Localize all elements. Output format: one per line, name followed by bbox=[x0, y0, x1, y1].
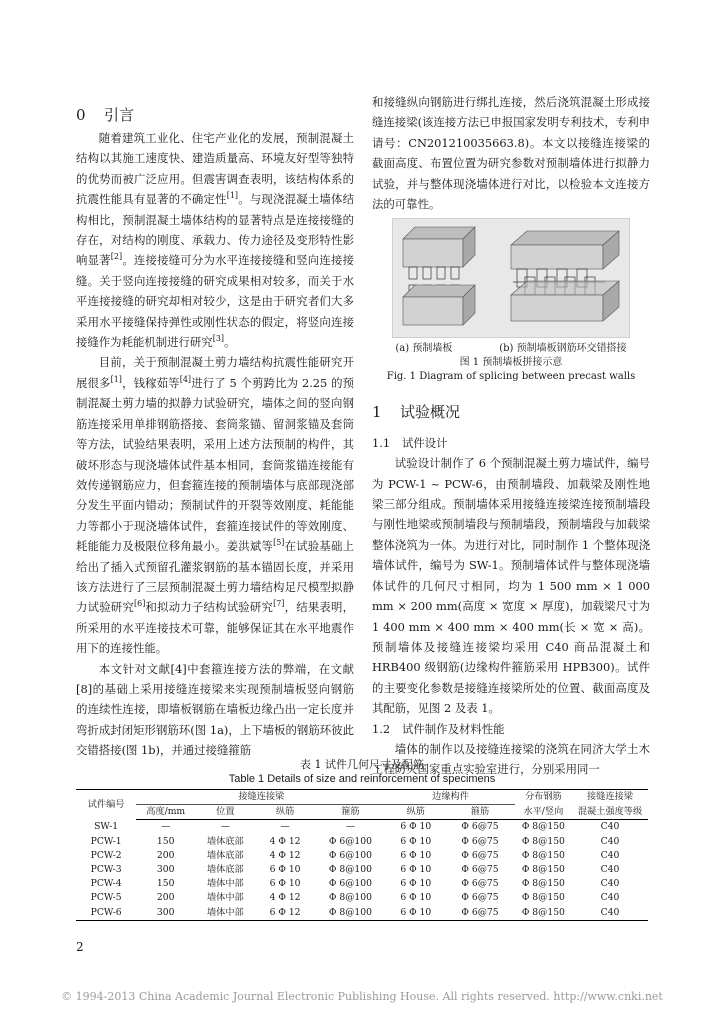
header-joint-beam-grade: 接缝连接梁 bbox=[572, 790, 648, 805]
table-cell: Φ 6@75 bbox=[461, 835, 499, 847]
subsection-title: 试件制作及材料性能 bbox=[402, 721, 505, 736]
citation: [2] bbox=[110, 252, 123, 262]
citation: [6] bbox=[133, 599, 146, 609]
header-distributed-rebar: 分布钢筋 bbox=[515, 790, 572, 805]
table-cell: Φ 6@75 bbox=[461, 821, 499, 833]
table-cell: — bbox=[161, 821, 171, 833]
table-cell: 6 Φ 10 bbox=[400, 849, 432, 861]
table-cell: 墙体底部 bbox=[206, 849, 244, 861]
table-cell: Φ 6@75 bbox=[461, 849, 499, 861]
table-cell: 墙体中部 bbox=[206, 892, 244, 904]
table-cell: C40 bbox=[600, 864, 620, 876]
table-row bbox=[76, 891, 648, 905]
citation: [7] bbox=[273, 599, 285, 609]
figure-1-caption: 图 1 预制墙板拼接示意 bbox=[459, 357, 563, 369]
table-cell: C40 bbox=[600, 821, 620, 833]
table-cell: Φ 6@100 bbox=[328, 835, 372, 847]
table-cell: Φ 8@100 bbox=[315, 906, 387, 921]
table-cell: Φ 8@150 bbox=[521, 864, 565, 876]
table-cell: 6 Φ 12 bbox=[256, 906, 315, 921]
table-row bbox=[76, 906, 648, 921]
subsection-heading-specimen-design bbox=[372, 433, 650, 453]
table-cell: 6 Φ 10 bbox=[400, 835, 432, 847]
table-cell: 4 Φ 12 bbox=[269, 835, 301, 847]
table-cell: 300 bbox=[136, 906, 195, 921]
header-edge-member: 边缘构件 bbox=[386, 790, 514, 805]
left-column bbox=[76, 128, 354, 761]
header-specimen-id: 试件编号 bbox=[76, 790, 136, 820]
table-cell: C40 bbox=[600, 892, 620, 904]
page-number: 2 bbox=[76, 940, 84, 954]
section-heading-test-overview bbox=[372, 402, 650, 422]
table-cell: 200 bbox=[156, 892, 175, 904]
subcaption-b: (b) 预制墙板钢筋环交错搭接 bbox=[499, 343, 627, 355]
table-cell: 墙体底部 bbox=[206, 835, 244, 847]
figure-1-caption-english: Fig. 1 Diagram of splicing between precast walls bbox=[386, 371, 636, 383]
table-cell: C40 bbox=[600, 878, 620, 890]
table-cell: Φ 8@100 bbox=[328, 892, 372, 904]
table-cell: PCW-3 bbox=[90, 864, 122, 876]
table-cell: Φ 6@75 bbox=[461, 878, 499, 890]
header-position: 位置 bbox=[195, 805, 256, 820]
table-row bbox=[76, 835, 648, 849]
citation: [1] bbox=[226, 191, 239, 201]
table-header-row-2 bbox=[76, 805, 648, 820]
panel-a-precast-walls bbox=[403, 227, 475, 325]
table-cell: 6 Φ 10 bbox=[400, 821, 432, 833]
subsection-title: 试件设计 bbox=[402, 435, 448, 450]
table-row bbox=[76, 877, 648, 891]
table-cell: 6 Φ 10 bbox=[386, 906, 445, 921]
table-cell: PCW-5 bbox=[90, 892, 122, 904]
section-number: 1 bbox=[372, 403, 382, 422]
table-cell: PCW-2 bbox=[90, 849, 122, 861]
figure-1-image bbox=[392, 218, 630, 338]
table-cell: 4 Φ 12 bbox=[269, 849, 301, 861]
table-cell: C40 bbox=[600, 849, 620, 861]
section-heading-introduction bbox=[76, 104, 134, 125]
table-cell: Φ 8@150 bbox=[521, 821, 565, 833]
header-horizontal-vertical: 水平/竖向 bbox=[515, 805, 572, 820]
table-cell: 6 Φ 10 bbox=[400, 892, 432, 904]
specimen-design-paragraph: 试验设计制作了 6 个预制混凝土剪力墙试件，编号为 PCW-1 ~ PCW-6，由预制墙段、加载梁及刚性地梁三部分组成。预制墙体采用接缝连接梁连接预制墙段与刚性地梁或预制墙段与预制墙段，预制墙段与加载梁整体浇筑为一体。为进行对比，同时制作 1 个整体现浇墙体试件，编号为 SW-1。预制墙体试件与整体现浇墙体试件的几何尺寸相同，均为 1 500 mm × 1 000 mm × 200 mm(高度 × 宽度 × 厚度)，加载梁尺寸为 1 400 mm × 400 mm × 400 mm(长 × 宽 × 高)。预制墙体及接缝连接梁均采用 C40 商品混凝土和 HRB400 级钢筋(边缘构件箍筋采用 HPB300)。试件的主要变化参数是接缝连接梁所处的位置、截面高度及其配筋，见图 2 及表 1。 bbox=[372, 456, 650, 716]
specimen-table bbox=[76, 789, 648, 921]
header-height: 高度/mm bbox=[136, 805, 195, 820]
fabrication-paragraph: 墙体的制作以及接缝连接梁的浇筑在同济大学土木工程防灾国家重点实验室进行，分别采用同一 bbox=[372, 741, 650, 777]
subcaption-a: (a) 预制墙板 bbox=[395, 343, 453, 355]
citation: [5] bbox=[273, 538, 285, 548]
header-stirrup: 箍筋 bbox=[315, 805, 387, 820]
table-cell: SW-1 bbox=[94, 821, 119, 833]
table-header-row-1 bbox=[76, 790, 648, 805]
table-cell: 6 Φ 10 bbox=[400, 878, 432, 890]
header-concrete-grade: 混凝土强度等级 bbox=[572, 805, 648, 820]
table-cell: Φ 8@150 bbox=[521, 849, 565, 861]
table-1-caption-english: Table 1 Details of size and reinforcement of specimens bbox=[228, 773, 496, 785]
header-longitudinal: 纵筋 bbox=[256, 805, 315, 820]
copyright-footer: © 1994-2013 China Academic Journal Electronic Publishing House. All rights reserved. http://www.cnki.net bbox=[61, 990, 663, 1003]
table-cell: Φ 8@150 bbox=[515, 906, 572, 921]
table-cell: Φ 8@150 bbox=[521, 892, 565, 904]
table-cell: Φ 8@100 bbox=[328, 864, 372, 876]
citation: [3] bbox=[212, 334, 225, 344]
table-cell: 墙体中部 bbox=[206, 878, 244, 890]
table-cell: Φ 6@100 bbox=[328, 849, 372, 861]
subsection-number: 1.2 bbox=[372, 721, 391, 736]
subsection-number: 1.1 bbox=[372, 435, 391, 450]
intro-paragraph-3: 本文针对文献[4]中套箍连接方法的弊端，在文献[8]的基础上采用接缝连接梁来实现预制墙板竖向钢筋的连续性连接，即墙板钢筋在墙板边缘凸出一定长度并弯折成封闭矩形钢筋环(图 1a)，上下墙板的钢筋环彼此交错搭接(图 1b)，并通过接缝箍筋 bbox=[76, 661, 354, 758]
table-cell: Φ 6@75 bbox=[461, 864, 499, 876]
table-cell: 4 Φ 12 bbox=[269, 892, 301, 904]
table-cell: 6 Φ 10 bbox=[269, 864, 301, 876]
intro-paragraph-2: 目前，关于预制混凝土剪力墙结构抗震性能研究开展很多[1]，钱稼茹等[4]进行了 5 个剪跨比为 2.25 的预制混凝土剪力墙的拟静力试验研究，墙体之间的竖向钢筋连接采用单排钢筋搭接、套筒浆锚、留洞浆锚及套筒等方法，试验结果表明，采用上述方法预制的构件，其破坏形态与现浇墙体试件基本相同，套筒浆锚连接能有效传递钢筋应力，但套箍连接的预制墙体与底部现浇部分发生平面内错动；预制试件的开裂等效刚度、耗能能力等都小于现浇墙体试件，套箍连接试件的等效刚度、耗能能力及极限位移角最小。姜洪斌等[5]在试验基础上给出了插入式预留孔灌浆钢筋的基本锚固长度，并采用该方法进行了三层预制混凝土剪力墙结构足尺模型拟静力试验研究[6]和拟动力子结构试验研究[7]，结果表明，所采用的水平连接技术可靠，能够保证其在水平地震作用下的连接性能。 bbox=[76, 355, 354, 656]
table-cell: PCW-6 bbox=[76, 906, 136, 921]
table-cell: 6 Φ 10 bbox=[400, 864, 432, 876]
section-number: 0 bbox=[76, 106, 86, 124]
table-cell: Φ 8@150 bbox=[521, 878, 565, 890]
intro-paragraph-1: 随着建筑工业化、住宅产业化的发展，预制混凝土结构以其施工速度快、建造质量高、环境友好型等独特的优势而被广泛应用。但震害调查表明，该结构体系的抗震性能具有显著的不确定性[1]。与现浇混凝土墙体结构相比，预制混凝土墙体结构的显著特点是连接接缝的存在，对结构的刚度、承载力、传力途径及变形特性影响显著[2]。连接接缝可分为水平连接接缝和竖向连接接缝。关于竖向连接接缝的研究成果相对较多，而关于水平连接接缝的研究却相对较少，这是由于研究者们大多采用水平接缝保持弹性或刚性状态的假定，将竖向连接接缝作为耗能机制进行研究[3]。 bbox=[76, 131, 354, 350]
table-cell: Φ 6@75 bbox=[461, 892, 499, 904]
table-cell: 6 Φ 10 bbox=[269, 878, 301, 890]
table-cell: — bbox=[345, 821, 356, 833]
table-cell: 300 bbox=[156, 864, 175, 876]
table-cell: 150 bbox=[156, 878, 175, 890]
table-1 bbox=[76, 758, 648, 921]
section-title: 引言 bbox=[104, 106, 135, 124]
table-cell: 150 bbox=[156, 835, 175, 847]
subsection-heading-fabrication-materials bbox=[372, 719, 650, 739]
table-cell: C40 bbox=[600, 835, 620, 847]
table-cell: 墙体底部 bbox=[206, 864, 244, 876]
table-cell: Φ 6@100 bbox=[328, 878, 372, 890]
citation: [1] bbox=[110, 375, 122, 385]
panel-b-rebar-loop-splicing bbox=[511, 231, 619, 321]
table-1-caption: 表 1 试件几何尺寸及配筋 bbox=[300, 758, 424, 771]
section-title: 试验概况 bbox=[400, 403, 461, 422]
table-cell: — bbox=[280, 821, 290, 833]
table-cell: PCW-1 bbox=[90, 835, 122, 847]
table-cell: Φ 8@150 bbox=[521, 835, 565, 847]
table-cell: — bbox=[220, 821, 230, 833]
right-column bbox=[372, 92, 650, 780]
figure-1 bbox=[372, 218, 650, 384]
table-row bbox=[76, 820, 648, 835]
table-row bbox=[76, 849, 648, 863]
citation: [4] bbox=[179, 375, 192, 385]
header-edge-longitudinal: 纵筋 bbox=[386, 805, 445, 820]
table-row bbox=[76, 863, 648, 877]
table-cell: 200 bbox=[156, 849, 175, 861]
header-edge-stirrup: 箍筋 bbox=[445, 805, 514, 820]
intro-paragraph-3-continued: 和接缝纵向钢筋进行绑扎连接，然后浇筑混凝土形成接缝连接梁(该连接方法已申报国家发明专利技术，专利申请号：CN201210035663.8)。本文以接缝连接梁的截面高度、布置位置为研究参数对预制墙体进行拟静力试验，并与整体现浇墙体进行对比，以检验本文连接方法的可靠性。 bbox=[372, 95, 650, 212]
precast-wall-diagram bbox=[393, 219, 629, 337]
figure-1-subcaptions bbox=[372, 342, 650, 356]
table-cell: C40 bbox=[572, 906, 648, 921]
table-cell: 墙体中部 bbox=[195, 906, 256, 921]
table-cell: Φ 6@75 bbox=[445, 906, 514, 921]
table-body bbox=[76, 820, 648, 920]
header-joint-beam: 接缝连接梁 bbox=[136, 790, 386, 805]
table-cell: PCW-4 bbox=[90, 878, 122, 890]
